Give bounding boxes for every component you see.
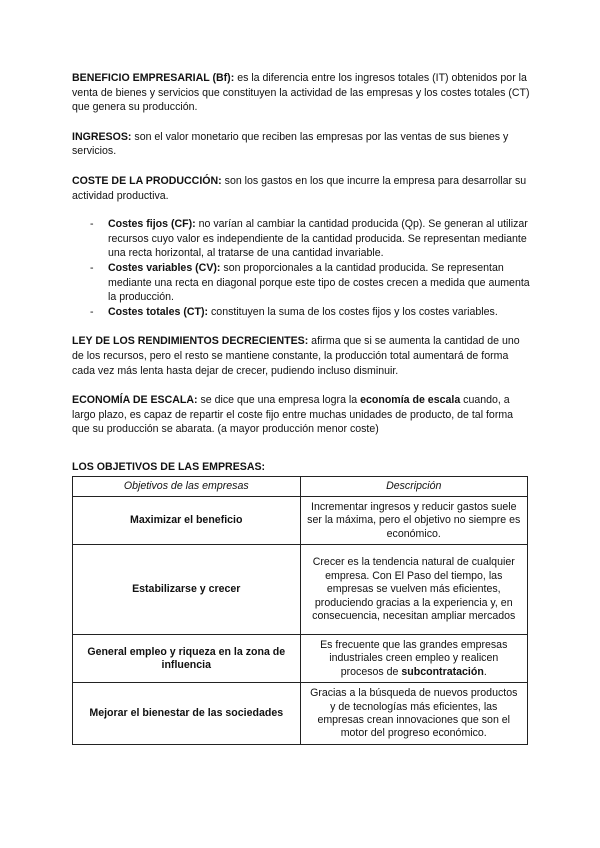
- costes-list: [72, 217, 530, 319]
- text-economia-a: se dice que una empresa logra la: [197, 394, 361, 407]
- text-costes-totales: constituyen la suma de los costes fijos y los costes variables.: [208, 305, 498, 318]
- objetivos-table: [72, 476, 528, 745]
- bullet-dash: -: [90, 305, 94, 318]
- descripcion-cell: [300, 635, 528, 683]
- text-beneficio: es la diferencia entre los ingresos totales (IT) obtenidos por la venta de bienes y servicios que constituyen la actividad de las empresas y los costes totales (CT) que genera su producción.: [72, 72, 530, 114]
- objetivo-cell: Mejorar el bienestar de las sociedades: [73, 683, 301, 745]
- descripcion-cell: Incrementar ingresos y reducir gastos suele ser la máxima, pero el objetivo no siempre es económico.: [300, 497, 528, 545]
- term-costes-fijos: Costes fijos (CF):: [108, 218, 196, 231]
- text-economia-bold: economía de escala: [360, 394, 461, 407]
- term-economia: ECONOMÍA DE ESCALA:: [72, 394, 198, 407]
- list-item: [90, 261, 530, 305]
- list-item: [90, 305, 530, 320]
- descripcion-cell: Gracias a la búsqueda de nuevos productos y de tecnologías más eficientes, las empresas crean innovaciones que son el motor del progreso económico.: [300, 683, 528, 745]
- table-row: [73, 545, 528, 635]
- term-beneficio: BENEFICIO EMPRESARIAL (Bf):: [72, 72, 235, 84]
- objetivos-title: LOS OBJETIVOS DE LAS EMPRESAS:: [72, 460, 266, 473]
- text-ley: afirma que si se aumenta la cantidad de uno de los recursos, pero el resto se mantiene constante, la producción total aumentará de forma cada vez más lenta hasta dejar de crecer, pudiendo incluso disminuir.: [72, 335, 520, 377]
- bullet-dash: -: [90, 261, 94, 274]
- text-costes-variables: son proporcionales a la cantidad producida. Se representan mediante una recta en diagonal porque este tipo de costes crecen a medida que aumenta la producción.: [108, 261, 530, 304]
- text-costes-fijos: no varían al cambiar la cantidad producida (Qp). Se generan al utilizar recursos cuyo valor es independiente de la cantidad producida. Se representan mediante una recta horizontal, al tratarse de una cantidad invariable.: [108, 218, 528, 260]
- header-objetivos: Objetivos de las empresas: [73, 477, 301, 497]
- text-economia-c: cuando, a largo plazo, es capaz de repartir el coste fijo entre muchas unidades de producto, de tal forma que su producción se abarata. (a mayor producción menor coste): [72, 394, 514, 436]
- table-row: [73, 635, 528, 683]
- text-coste: son los gastos en los que incurre la empresa para desarrollar su actividad productiva.: [72, 174, 527, 202]
- paragraph-ley: [72, 334, 530, 378]
- table-header-row: [73, 477, 528, 497]
- term-coste: COSTE DE LA PRODUCCIÓN:: [72, 174, 222, 187]
- term-costes-variables: Costes variables (CV):: [108, 261, 221, 274]
- text-ingresos: son el valor monetario que reciben las empresas por las ventas de sus bienes y servicios.: [72, 130, 509, 158]
- term-ingresos: INGRESOS:: [72, 130, 132, 143]
- objetivo-cell: Maximizar el beneficio: [73, 497, 301, 545]
- descripcion-text-c: .: [483, 665, 487, 678]
- descripcion-text-a: Es frecuente que las grandes empresas industriales creen empleo y realicen procesos de: [320, 638, 508, 678]
- header-descripcion: Descripción: [300, 477, 528, 497]
- paragraph-coste: [72, 174, 530, 203]
- objetivo-cell: Estabilizarse y crecer: [73, 545, 301, 635]
- table-row: [73, 497, 528, 545]
- paragraph-ingresos: [72, 130, 530, 159]
- document-content: [72, 71, 530, 745]
- list-item: [90, 217, 530, 261]
- descripcion-cell: Crecer es la tendencia natural de cualquier empresa. Con El Paso del tiempo, las empresas se vuelven más eficientes, produciendo gracias a la experiencia y, en consecuencia, necesitan ampliar mercados: [300, 545, 528, 635]
- paragraph-beneficio: [72, 71, 530, 115]
- objetivo-cell: General empleo y riqueza en la zona de influencia: [73, 635, 301, 683]
- descripcion-text-bold: subcontratación: [401, 665, 484, 678]
- term-ley: LEY DE LOS RENDIMIENTOS DECRECIENTES:: [72, 335, 309, 348]
- table-row: [73, 683, 528, 745]
- paragraph-economia: [72, 393, 530, 437]
- bullet-dash: -: [90, 218, 94, 231]
- term-costes-totales: Costes totales (CT):: [108, 305, 209, 318]
